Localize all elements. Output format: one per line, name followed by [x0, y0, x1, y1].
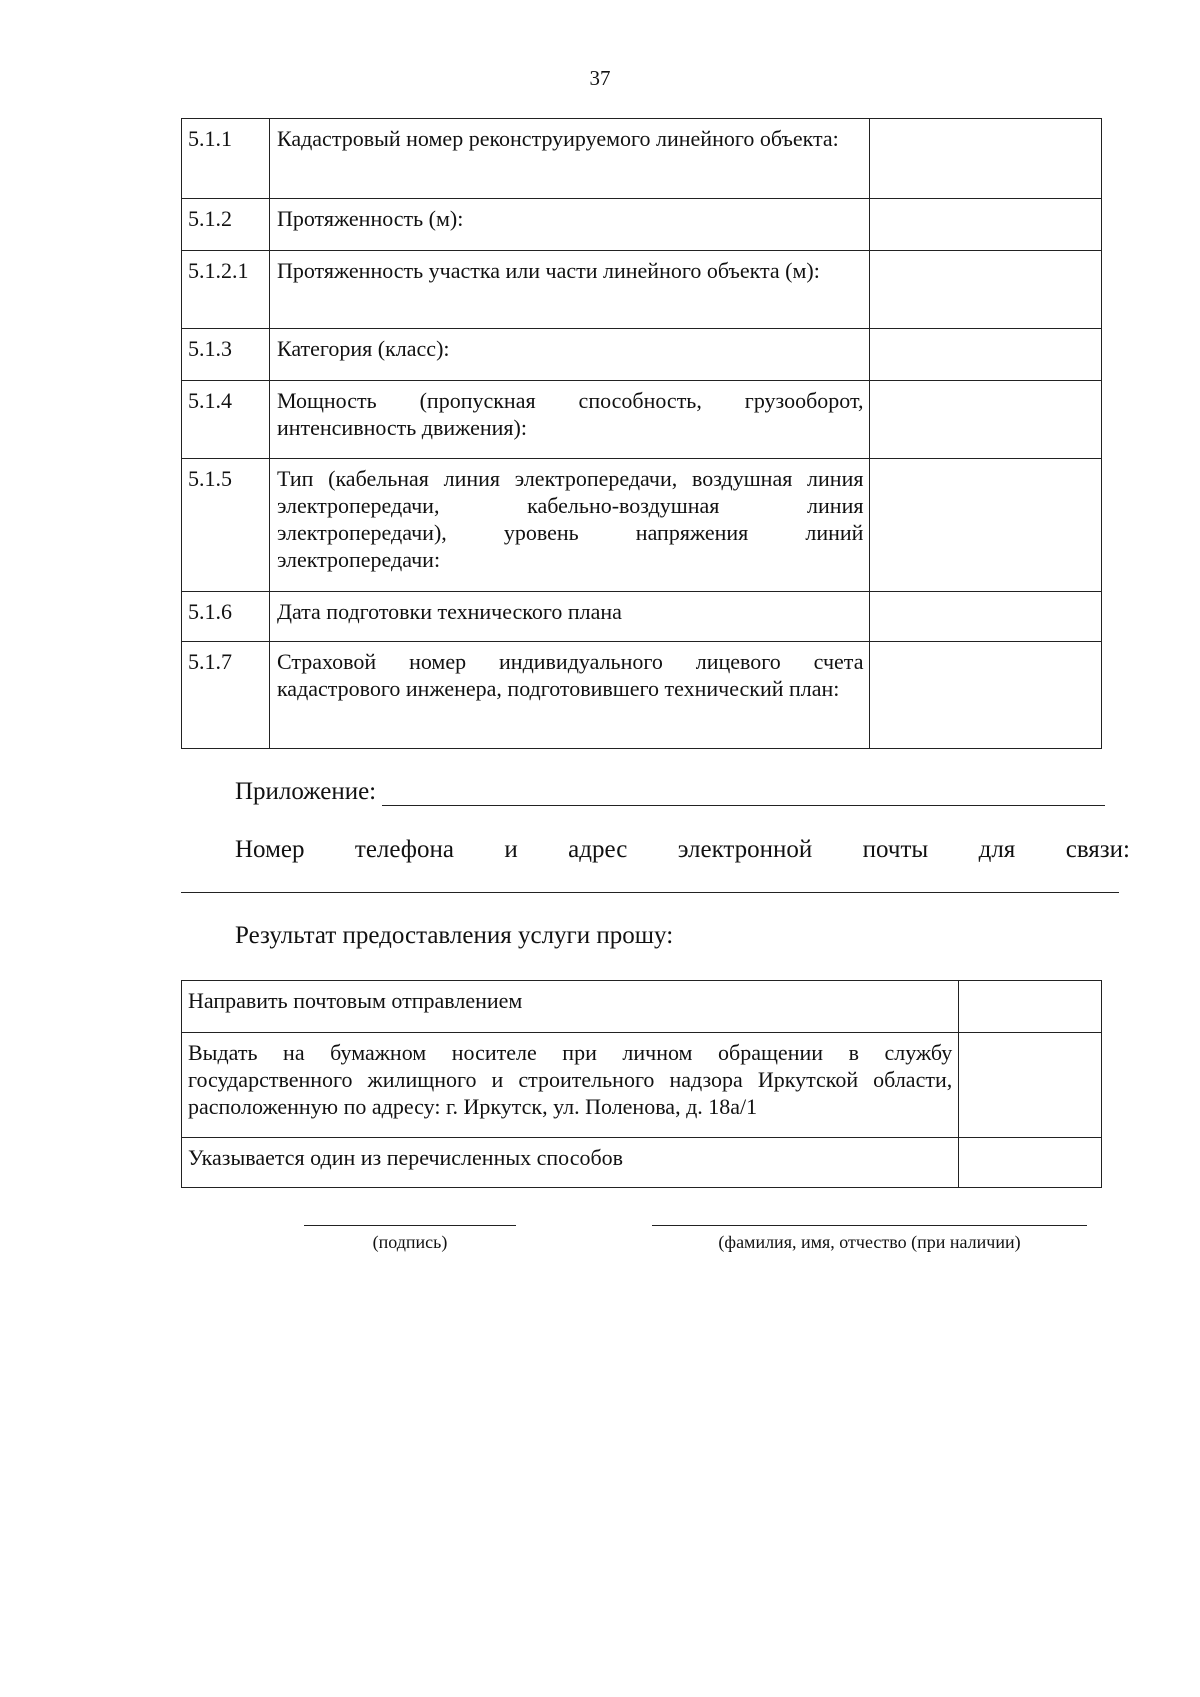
- row-label: Мощность (пропускная способность, грузооборот, интенсивность движения):: [269, 381, 870, 459]
- row-value-field[interactable]: [870, 329, 1102, 381]
- row-label: Страховой номер индивидуального лицевого счета кадастрового инженера, подготовившего технический план:: [269, 642, 870, 749]
- row-number: 5.1.4: [182, 381, 270, 459]
- table-row: [182, 329, 1102, 381]
- details-table: [181, 118, 1102, 749]
- attachment-label: Приложение:: [235, 778, 377, 805]
- full-name-line[interactable]: [652, 1225, 1087, 1226]
- row-number: 5.1.7: [182, 642, 270, 749]
- row-label: Категория (класс):: [269, 329, 870, 381]
- table-row: [182, 1033, 1102, 1138]
- table-row: [182, 459, 1102, 592]
- result-heading: Результат предоставления услуги прошу:: [235, 922, 674, 949]
- row-label: Протяженность (м):: [269, 199, 870, 251]
- row-number: 5.1.3: [182, 329, 270, 381]
- table-row: [182, 381, 1102, 459]
- row-label: Тип (кабельная линия электропередачи, воздушная линия электропередачи, кабельно-воздушная линия электропередачи), уровень напряжения линий электропередачи:: [269, 459, 870, 592]
- row-number: 5.1.2.1: [182, 251, 270, 329]
- table-row: [182, 1138, 1102, 1188]
- table-row: [182, 251, 1102, 329]
- delivery-options-table: [181, 980, 1102, 1188]
- delivery-option-label: Указывается один из перечисленных способов: [182, 1138, 959, 1188]
- row-value-field[interactable]: [870, 592, 1102, 642]
- row-label: Протяженность участка или части линейного объекта (м):: [269, 251, 870, 329]
- delivery-option-checkbox[interactable]: [959, 981, 1102, 1033]
- full-name-caption: (фамилия, имя, отчество (при наличии): [718, 1232, 1021, 1252]
- delivery-option-checkbox[interactable]: [959, 1033, 1102, 1138]
- row-value-field[interactable]: [870, 459, 1102, 592]
- delivery-option-checkbox[interactable]: [959, 1138, 1102, 1188]
- table-row: [182, 592, 1102, 642]
- table-row: [182, 199, 1102, 251]
- attachment-fill-line[interactable]: [382, 781, 1105, 806]
- page-number: 37: [589, 66, 611, 90]
- attachment-line: [235, 778, 1105, 806]
- row-number: 5.1.5: [182, 459, 270, 592]
- row-value-field[interactable]: [870, 251, 1102, 329]
- signature-caption: (подпись): [372, 1232, 448, 1252]
- row-number: 5.1.1: [182, 119, 270, 199]
- signature-line[interactable]: [304, 1225, 516, 1226]
- row-value-field[interactable]: [870, 199, 1102, 251]
- contact-label: Номер телефона и адрес электронной почты для связи:: [235, 836, 1130, 863]
- row-value-field[interactable]: [870, 642, 1102, 749]
- row-value-field[interactable]: [870, 119, 1102, 199]
- delivery-option-label: Направить почтовым отправлением: [182, 981, 959, 1033]
- table-row: [182, 981, 1102, 1033]
- contact-fill-line[interactable]: [181, 892, 1119, 893]
- row-label: Дата подготовки технического плана: [269, 592, 870, 642]
- table-row: [182, 642, 1102, 749]
- delivery-option-label: Выдать на бумажном носителе при личном обращении в службу государственного жилищного и строительного надзора Иркутской области, расположенную по адресу: г. Иркутск, ул. Поленова, д. 18а/1: [182, 1033, 959, 1138]
- row-value-field[interactable]: [870, 381, 1102, 459]
- row-number: 5.1.2: [182, 199, 270, 251]
- row-label: Кадастровый номер реконструируемого линейного объекта:: [269, 119, 870, 199]
- row-number: 5.1.6: [182, 592, 270, 642]
- table-row: [182, 119, 1102, 199]
